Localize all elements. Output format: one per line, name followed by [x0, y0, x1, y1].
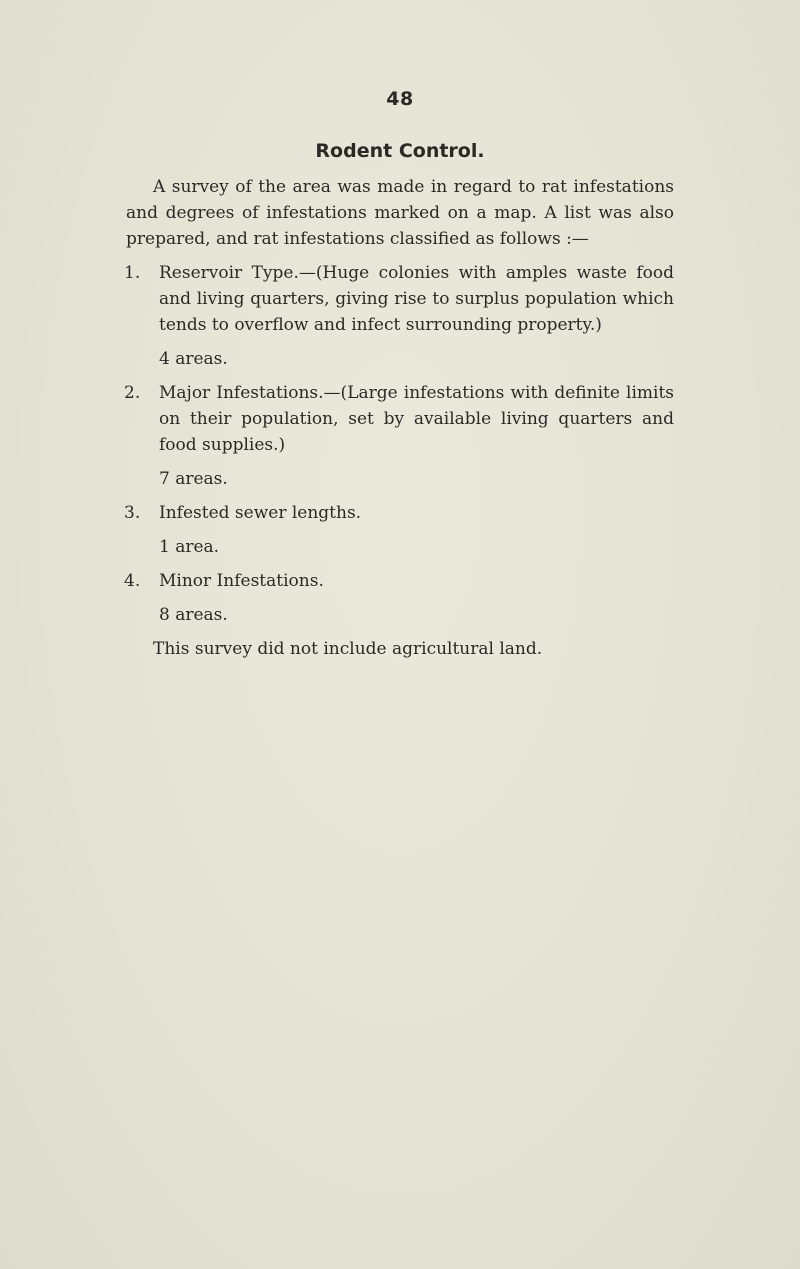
item-text: Reservoir Type.—(Huge colonies with amples waste food and living quarters, giving rise to surplus population which tends to overflow and infect surrounding property.)	[159, 263, 674, 335]
item-count: 4 areas.	[159, 349, 228, 369]
intro-paragraph: A survey of the area was made in regard to rat infestations and degrees of infestations marked on a map. A list was also prepared, and rat infestations classified as follows :—	[126, 177, 674, 249]
item-count: 7 areas.	[159, 469, 228, 489]
item-content	[159, 500, 674, 560]
infestation-list	[126, 260, 674, 628]
item-number: 4.	[124, 571, 141, 591]
item-count: 8 areas.	[159, 605, 228, 625]
closing-paragraph: This survey did not include agricultural land.	[153, 639, 543, 659]
item-content	[159, 260, 674, 372]
item-number: 1.	[124, 263, 141, 283]
page-title: Rodent Control.	[315, 140, 485, 162]
item-text: Minor Infestations.	[159, 571, 324, 591]
item-count: 1 area.	[159, 537, 220, 557]
page-number: 48	[386, 88, 414, 110]
list-item	[126, 380, 674, 492]
item-text: Major Infestations.—(Large infestations with definite limits on their population, set by available living quarters and food supplies.)	[159, 383, 674, 455]
item-text: Infested sewer lengths.	[159, 503, 362, 523]
list-item	[126, 500, 674, 560]
item-content	[159, 568, 674, 628]
item-content	[159, 380, 674, 492]
list-item	[126, 260, 674, 372]
item-number: 3.	[124, 503, 141, 523]
list-item	[126, 568, 674, 628]
body-text	[126, 174, 674, 662]
item-number: 2.	[124, 383, 141, 403]
